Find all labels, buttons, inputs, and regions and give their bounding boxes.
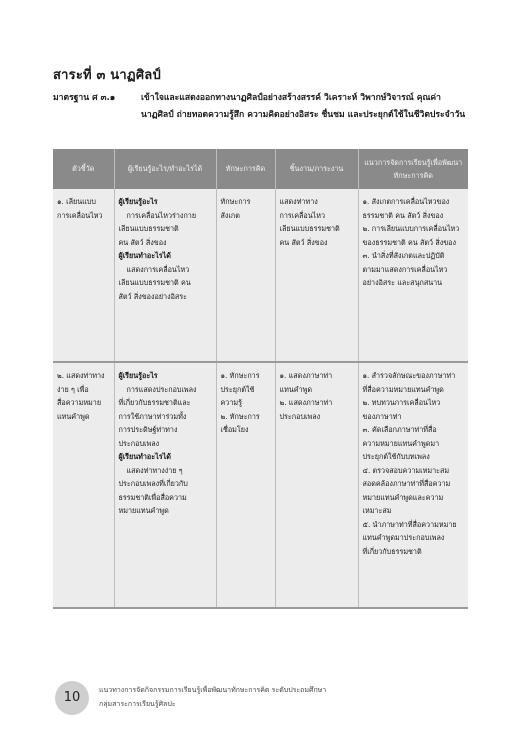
cell-text-line: ๑. แสดงภาษาท่า: [279, 371, 333, 380]
learn-cell: [114, 189, 216, 362]
cell-text-line: การแสดงประกอบเพลง: [126, 384, 197, 394]
cell-text-line: เชื่อมโยง: [220, 425, 249, 434]
cell-text-line: ๒. ทักษะการ: [220, 411, 260, 421]
cell-text-line: ประยุกต์ใช้กับบทเพลง: [362, 452, 430, 461]
cell-text-line: ความรู้: [220, 398, 242, 407]
cell-text-line: แสดงท่าทาง: [279, 197, 318, 206]
cell-text-line: ๔. ตรวจสอบความเหมาะสม: [362, 465, 450, 475]
cell-text-line: ประยุกต์ใช้: [220, 384, 255, 394]
cell-text-line: ประกอบเพลง: [118, 438, 160, 448]
cell-text-line: การประดิษฐ์ท่าทาง: [118, 425, 178, 434]
cell-text-line: ของภาษาท่า: [362, 411, 402, 421]
cell-text-line: เลียนแบบธรรมชาติ: [118, 224, 179, 233]
cell-text-line: ๒. ทบทวนการเคลื่อนไหว: [362, 398, 441, 407]
cell-text-line: ง่าย ๆ เพื่อ: [57, 384, 89, 394]
cell-text-line: ผู้เรียนรู้อะไร: [118, 197, 158, 206]
cell-text-line: แทนคำพูดมาประกอบเพลง: [362, 533, 445, 542]
indicator-cell: [53, 362, 114, 608]
approach-cell: [358, 362, 468, 608]
cell-text-line: ๕. นำภาษาท่าที่สื่อความหมาย: [362, 519, 457, 529]
skill-cell: [216, 189, 275, 362]
header-work: ชิ้นงาน/ภาระงาน: [275, 149, 358, 189]
cell-text-line: ที่สื่อความหมายแทนคำพูด: [362, 384, 444, 394]
cell-text-line: เลียนแบบธรรมชาติ คน: [118, 278, 191, 287]
table-header-row: [53, 149, 468, 189]
cell-text-line: แสดงการเคลื่อนไหว: [126, 264, 190, 274]
cell-text-line: สังเกต: [220, 210, 240, 220]
cell-text-line: แสดงท่าทางง่าย ๆ: [126, 465, 183, 475]
cell-text-line: ๑. เลียนแบบ: [57, 197, 96, 206]
cell-text-line: ความหมายแทนคำพูดมา: [362, 438, 440, 448]
cell-text-line: ธรรมชาติ คน สัตว์ สิ่งของ: [362, 210, 444, 220]
footer-line-1: แนวทางการจัดกิจกรรมการเรียนรู้เพื่อพัฒนาทักษะการคิด ระดับประถมศึกษา: [99, 686, 327, 694]
cell-text-line: ๓. คัดเลือกภาษาท่าที่สื่อ: [362, 425, 437, 434]
work-cell: [275, 362, 358, 608]
cell-text-line: ที่เกี่ยวกับธรรมชาติ: [362, 546, 422, 556]
curriculum-table: [53, 149, 468, 609]
cell-text-line: หมายแทนคำพูด: [118, 506, 169, 515]
cell-text-line: คน สัตว์ สิ่งของ: [279, 237, 328, 247]
cell-text-line: ๒. การเลียนแบบการเคลื่อนไหว: [362, 224, 460, 233]
cell-text-line: สัตว์ สิ่งของอย่างอิสระ: [118, 291, 188, 301]
cell-text-line: ผู้เรียนรู้อะไร: [118, 371, 158, 380]
cell-text-line: ประกอบเพลงที่เกี่ยวกับ: [118, 479, 188, 488]
cell-text-line: การเคลื่อนไหว: [57, 210, 103, 220]
table-row: [53, 362, 468, 608]
cell-text-line: ที่เกี่ยวกับธรรมชาติและ: [118, 398, 191, 407]
cell-text-line: ธรรมชาติเพื่อสื่อความ: [118, 492, 187, 502]
header-skill: ทักษะการคิด: [216, 149, 275, 189]
cell-text-line: การเคลื่อนไหวร่างกาย: [126, 210, 197, 220]
table-row: [53, 189, 468, 362]
cell-text-line: ๑. สังเกตการเคลื่อนไหวของ: [362, 197, 450, 206]
standard-label: มาตรฐาน ศ ๓.๑: [53, 93, 116, 103]
cell-text-line: ทักษะการ: [220, 197, 251, 206]
cell-text-line: เลียนแบบธรรมชาติ: [279, 224, 340, 233]
cell-text-line: ของธรรมชาติ คน สัตว์ สิ่งของ: [362, 237, 456, 247]
footer-caption: [99, 683, 326, 711]
cell-text-line: แทนคำพูด: [279, 384, 313, 394]
cell-text-line: ผู้เรียนทำอะไรได้: [118, 452, 171, 461]
cell-text-line: ๒. แสดงท่าทาง: [57, 371, 105, 380]
header-indicator: ตัวชี้วัด: [53, 149, 114, 189]
header-learn: ผู้เรียนรู้อะไร/ทำอะไรได้: [114, 149, 216, 189]
cell-text-line: สอดคล้องภาษาท่าที่สื่อความ: [362, 479, 451, 488]
indicator-cell: [53, 189, 114, 362]
approach-cell: [358, 189, 468, 362]
work-cell: [275, 189, 358, 362]
cell-text-line: คน สัตว์ สิ่งของ: [118, 237, 167, 247]
cell-text-line: สื่อความหมาย: [57, 398, 102, 407]
cell-text-line: ๓. นำสิ่งที่สังเกตและปฏิบัติ: [362, 251, 445, 260]
footer-line-2: กลุ่มสาระการเรียนรู้ศิลปะ: [99, 700, 176, 708]
learn-cell: [114, 362, 216, 608]
cell-text-line: หมายแทนคำพูดและความ: [362, 492, 444, 502]
cell-text-line: การเคลื่อนไหว: [279, 210, 326, 220]
cell-text-line: ผู้เรียนทำอะไรได้: [118, 251, 171, 260]
cell-text-line: ประกอบเพลง: [279, 411, 321, 421]
cell-text-line: ตามมาแสดงการเคลื่อนไหว: [362, 264, 448, 274]
cell-text-line: ๑. สำรวจลักษณะของภาษาท่า: [362, 371, 456, 380]
header-approach: แนวการจัดการเรียนรู้เพื่อพัฒนาทักษะการคิด: [358, 149, 468, 189]
cell-text-line: ๑. ทักษะการ: [220, 371, 260, 380]
page-number-badge: 10: [55, 681, 89, 715]
cell-text-line: แทนคำพูด: [57, 411, 90, 421]
standard-text: เข้าใจและแสดงออกทางนาฏศิลป์อย่างสร้างสรรค์ วิเคราะห์ วิพากษ์วิจารณ์ คุณค่านาฏศิลป์ ถ่ายทอดความรู้สึก ความคิดอย่างอิสระ ชื่นชม และประยุกต์ใช้ในชีวิตประจำวัน: [141, 93, 466, 120]
learning-standard: [53, 90, 473, 124]
cell-text-line: อย่างอิสระ และสนุกสนาน: [362, 278, 443, 287]
cell-text-line: เหมาะสม: [362, 506, 392, 515]
skill-cell: [216, 362, 275, 608]
cell-text-line: ๒. แสดงภาษาท่า: [279, 398, 333, 407]
section-heading: สาระที่ ๓ นาฏศิลป์: [53, 68, 161, 83]
cell-text-line: การใช้ภาษาท่าร่วมทั้ง: [118, 411, 187, 421]
